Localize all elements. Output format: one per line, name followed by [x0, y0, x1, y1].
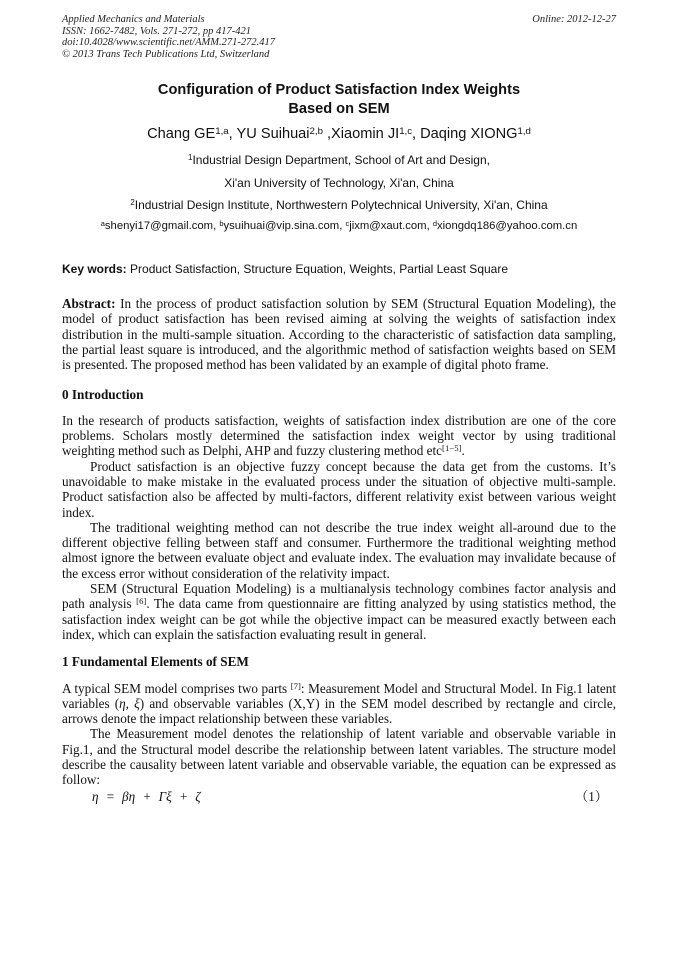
intro-paragraph-4: SEM (Structural Equation Modeling) is a multianalysis technology combines factor analysis and path analysis [6]. The data came from questionnaire are fitting analyzed by using statistics method, the satisfaction index weight can be got while the objective impact can be measured exactly between each index, which can explain the satisfaction evaluating result in general. — [62, 581, 616, 642]
author-sep: , — [228, 126, 237, 142]
citation: [6] — [136, 596, 147, 607]
title-line-2: Based on SEM — [288, 100, 390, 117]
sem-paragraph-1: A typical SEM model comprises two parts [7]: Measurement Model and Structural Model. In Fig.1 latent variables (η, ξ) and observable variables (X,Y) in the SEM model described by rectangle and circle, arrows denote the impact relationship between these variables. — [62, 680, 616, 727]
affiliation-2: $^2$Industrial Design Institute, Northwestern Polytechnical University, Xi'an, China — [130, 198, 548, 212]
section-1-heading: 1 Fundamental Elements of SEM — [62, 654, 249, 670]
abstract-text: In the process of product satisfaction solution by SEM (Structural Equation Modeling), the model of product satisfaction has been revised aiming at solving the weights of satisfaction index distribution in the multi-sample situation. According to the characteristic of satisfaction data sampling, the partial least square is introduced, and the algorithmic method of satisfaction weights based on SEM is presented. The proposed method has been validated by an example of digital photo frame. — [62, 296, 616, 373]
email-d: xiongdq186@yahoo.com.cn — [437, 220, 578, 232]
journal-name: Applied Mechanics and Materials — [62, 14, 205, 25]
keywords-text: Product Satisfaction, Structure Equation, Weights, Partial Least Square — [126, 262, 509, 276]
intro-paragraph-2: Product satisfaction is an objective fuzzy concept because the data get from the customs. It’s unavoidable to make mistake in the evaluated process under the situation of objective multi-sample. Product satisfaction also be affected by multi-factors, different relativity exist between various weight index. — [62, 458, 616, 520]
intro-paragraph-3: The traditional weighting method can not describe the true index weight all-around due to the different objective felling between staff and consumer. Furthermore the traditional weighting method almost ignore the between evaluate object and evaluate index. The evaluation may invalidate because of the excess error without consideration of the relativity impact. — [62, 519, 616, 581]
affiliation-1-line-1: $^1$Industrial Design Department, School of Art and Design, — [188, 153, 490, 167]
paper-body — [62, 296, 616, 806]
email-b: ysuihuai@vip.sina.com, — [223, 220, 346, 232]
author-affil-sup: 1,a — [215, 125, 229, 137]
intro-paragraph-1: In the research of products satisfaction, weights of satisfaction index distribution are one of the core problems. Scholars mostly determined the satisfaction index weight vector by using traditional weighting method such as Delphi, AHP and fuzzy clustering method etc[1−5]. — [62, 412, 616, 459]
journal-header — [62, 14, 616, 60]
author-sep: , — [412, 126, 421, 142]
citation: [7] — [290, 680, 301, 691]
author-list — [62, 125, 616, 143]
email-a: shenyi17@gmail.com, — [104, 220, 220, 232]
section-0-heading: 0 Introduction — [62, 387, 144, 403]
affiliation-1-line-2: Xi'an University of Technology, Xi'an, China — [224, 176, 454, 190]
copyright-line: © 2013 Trans Tech Publications Ltd, Switzerland — [62, 48, 270, 60]
author-name: YU Suihuai — [236, 126, 310, 142]
author-sep: , — [322, 126, 332, 142]
author-affil-sup: 2,b — [309, 125, 323, 137]
equation-1 — [62, 789, 616, 806]
sem-paragraph-2: The Measurement model denotes the relationship of latent variable and observable variable in Fig.1, and the Structural model describe the relationship between latent variables. The structure model describe the causality between latent variable and observable variable, the equation can be expressed as follow: — [62, 726, 616, 788]
citation: [1−5] — [442, 443, 462, 454]
author-name: Xiaomin JI — [331, 126, 400, 142]
keywords-label: Key words: — [62, 262, 127, 276]
author-name: Daqing XIONG — [420, 126, 518, 142]
affiliation-2-sup: 2 — [130, 198, 135, 208]
abstract-label: Abstract: — [62, 296, 116, 311]
online-date: Online: 2012-12-27 — [532, 14, 616, 25]
abstract — [62, 296, 616, 372]
email-c: jixm@xaut.com, — [349, 220, 433, 232]
author-affil-sup: 1,d — [517, 125, 531, 137]
issn-line: ISSN: 1662-7482, Vols. 271-272, pp 417-421 — [62, 25, 251, 37]
affiliation-1-sup: 1 — [188, 153, 193, 163]
author-name: Chang GE — [147, 126, 216, 142]
latent-variables: η, ξ — [119, 695, 140, 711]
equation-expression: η = βη + Γξ + ζ — [92, 788, 201, 804]
author-affil-sup: 1,c — [399, 125, 413, 137]
doi-line: doi:10.4028/www.scientific.net/AMM.271-272.417 — [62, 37, 275, 48]
paper-title — [62, 81, 616, 118]
email-list: $^a$shenyi17@gmail.com, $^b$ysuihuai@vip.sina.com, $^c$jixm@xaut.com, $^d$xiongdq186@yahoo.com.cn — [100, 218, 578, 232]
title-line-1: Configuration of Product Satisfaction Index Weights — [157, 82, 521, 98]
keywords — [62, 261, 616, 277]
equation-number: （1） — [575, 788, 608, 804]
